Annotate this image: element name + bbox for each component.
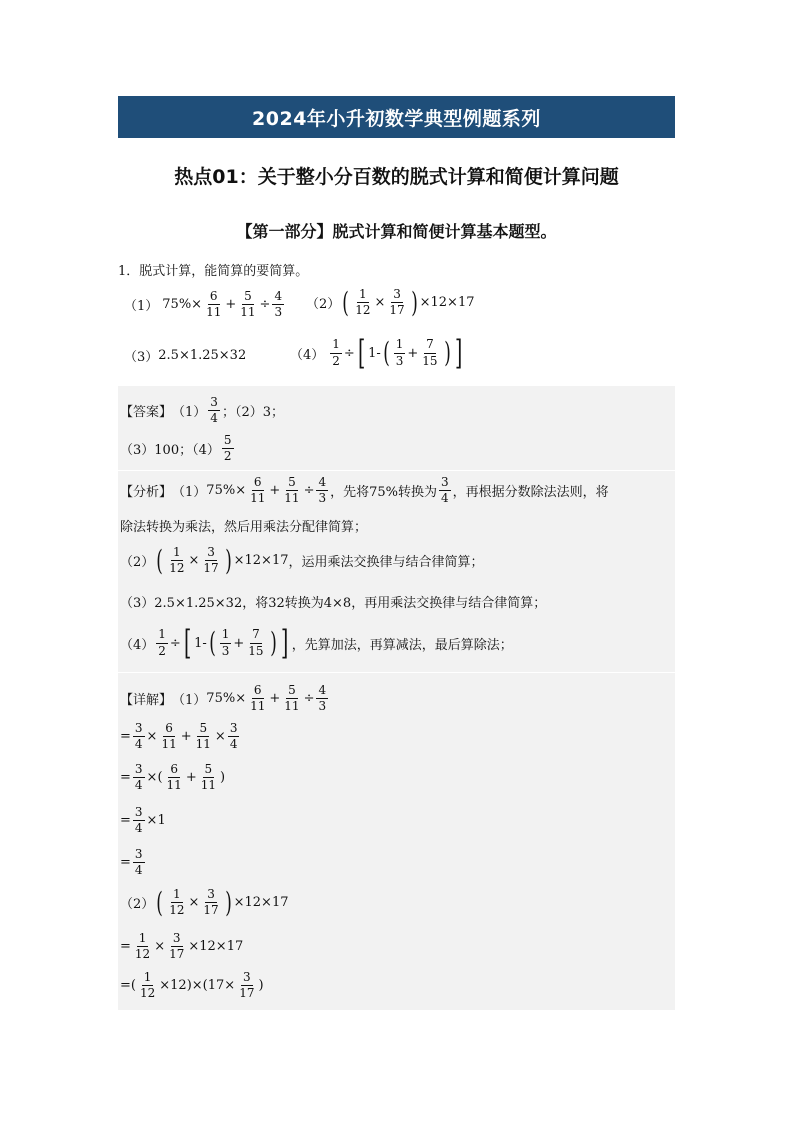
fraction: $\frac{4}{3}$: [318, 475, 327, 506]
fraction: $\frac{1}{12}$: [169, 545, 185, 576]
fraction: $\frac{4}{3}$: [318, 683, 327, 714]
fraction: $\frac{5}{11}$: [195, 721, 211, 752]
fraction: $\frac{1}{12}$: [169, 887, 185, 918]
fraction: $\frac{3}{4}$: [134, 847, 143, 878]
answer-label: 【答案】: [120, 405, 173, 421]
detail-step: = $\frac{3}{4}$ × ( $\frac{6}{11}$ + $\frac{5}{11}$ ): [120, 762, 226, 793]
section-heading: 【第一部分】脱式计算和简便计算基本题型。: [236, 222, 557, 241]
fraction: $\frac{7}{15}$: [248, 627, 264, 658]
problem-2: （2） ( $\frac{1}{12}$ × $\frac{3}{17}$ ) ×12×17: [306, 285, 475, 319]
fraction: $\frac{4}{3}$: [274, 289, 283, 320]
fraction: $\frac{7}{15}$: [422, 337, 438, 368]
problem-4: （4） $\frac{1}{2}$ ÷ [ 1- ( $\frac{1}{3}$ + $\frac{7}{15}$ ) ]: [290, 333, 463, 373]
fraction: $\frac{3}{4}$: [229, 721, 238, 752]
problem-label: （1）: [124, 299, 159, 315]
detail-step: = $\frac{3}{4}$ × $\frac{6}{11}$ + $\frac{5}{11}$ × $\frac{3}{4}$: [120, 721, 238, 752]
fraction: $\frac{3}{17}$: [389, 287, 405, 318]
fraction: $\frac{6}{11}$: [161, 721, 177, 752]
detail-label: 【详解】: [120, 693, 173, 709]
fraction: $\frac{3}{17}$: [169, 931, 185, 962]
fraction: $\frac{1}{3}$: [221, 627, 230, 658]
page-title: 热点01：关于整小分百数的脱式计算和简便计算问题: [174, 166, 619, 188]
problem-3: [124, 346, 246, 365]
detail-line-1: 【详解】 （1） 75%× $\frac{6}{11}$ + $\frac{5}{11}$ ÷ $\frac{4}{3}$: [120, 683, 327, 714]
fraction: $\frac{5}{11}$: [240, 289, 256, 320]
fraction: $\frac{5}{11}$: [284, 475, 300, 506]
fraction: $\frac{1}{12}$: [139, 970, 156, 1001]
fraction: $\frac{5}{11}$: [284, 683, 300, 714]
fraction: $\frac{3}{17}$: [203, 545, 219, 576]
analysis-line-3: （2） ( $\frac{1}{12}$ × $\frac{3}{17}$ ) ×12×17 ，运用乘法交换律与结合律简算；: [120, 543, 484, 577]
problem-1: （1） 75%× $\frac{6}{11}$ + $\frac{5}{11}$ ÷ $\frac{4}{3}$: [124, 289, 283, 320]
answer-line-1: 【答案】 （1） $\frac{3}{4}$ ；（2）3；: [120, 395, 284, 426]
analysis-line-2: 除法转换为乘法，然后用乘法分配律简算；: [120, 520, 368, 535]
question-intro: 1．脱式计算，能简算的要简算。: [118, 264, 309, 279]
expression: 2.5×1.25×32: [158, 348, 247, 363]
fraction: $\frac{1}{2}$: [332, 337, 340, 368]
percent-term: 75%×: [162, 297, 203, 313]
fraction: $\frac{6}{11}$: [206, 289, 222, 320]
analysis-label: 【分析】: [120, 485, 173, 501]
analysis-line-5: （4） $\frac{1}{2}$ ÷ [ 1- ( $\frac{1}{3}$ + $\frac{7}{15}$ ) ] ，先算加法，再算减法，最后算除法；: [120, 623, 513, 663]
divider: [118, 470, 675, 471]
problem-label: （4）: [290, 347, 325, 363]
series-banner: 2024年小升初数学典型例题系列: [118, 96, 675, 138]
fraction: $\frac{1}{12}$: [355, 287, 371, 318]
fraction: $\frac{1}{3}$: [395, 337, 404, 368]
detail-step: = $\frac{3}{4}$ ×1: [120, 805, 166, 836]
fraction: $\frac{1}{12}$: [134, 931, 151, 962]
analysis-line-4: （3）2.5×1.25×32，将32转换为4×8，再用乘法交换律与结合律简算；: [120, 596, 547, 611]
fraction: $\frac{6}{11}$: [250, 683, 266, 714]
detail-step: = ( $\frac{1}{12}$ ×12) ×(17× $\frac{3}{17}$ ): [120, 970, 264, 1001]
fraction: $\frac{6}{11}$: [166, 762, 182, 793]
fraction: $\frac{6}{11}$: [250, 475, 266, 506]
fraction: $\frac{5}{2}$: [223, 433, 232, 464]
detail-step: = $\frac{1}{12}$ × $\frac{3}{17}$ ×12×17: [120, 931, 244, 962]
divider: [118, 672, 675, 673]
problem-label: （2）: [306, 297, 341, 313]
fraction: $\frac{3}{4}$: [210, 395, 218, 426]
fraction: $\frac{5}{11}$: [200, 762, 216, 793]
answer-line-2: （3）100；（4） $\frac{5}{2}$: [120, 433, 232, 464]
fraction: $\frac{3}{17}$: [239, 970, 255, 1001]
detail-line-2: （2） ( $\frac{1}{12}$ × $\frac{3}{17}$ ) ×12×17: [120, 885, 289, 919]
fraction: $\frac{3}{4}$: [134, 805, 143, 836]
analysis-line-1: 【分析】 （1） 75%× $\frac{6}{11}$ + $\frac{5}{11}$ ÷ $\frac{4}{3}$ ，先将75%转换为 $\frac{3}{4}$ ，再根据分数除法法则，将: [120, 475, 609, 506]
fraction: $\frac{3}{17}$: [203, 887, 219, 918]
fraction: $\frac{3}{4}$: [134, 721, 143, 752]
detail-step: = $\frac{3}{4}$: [120, 847, 143, 878]
fraction: $\frac{1}{2}$: [158, 627, 166, 658]
fraction: $\frac{3}{4}$: [441, 475, 449, 506]
problem-label: （3）: [124, 350, 159, 365]
fraction: $\frac{3}{4}$: [134, 762, 143, 793]
